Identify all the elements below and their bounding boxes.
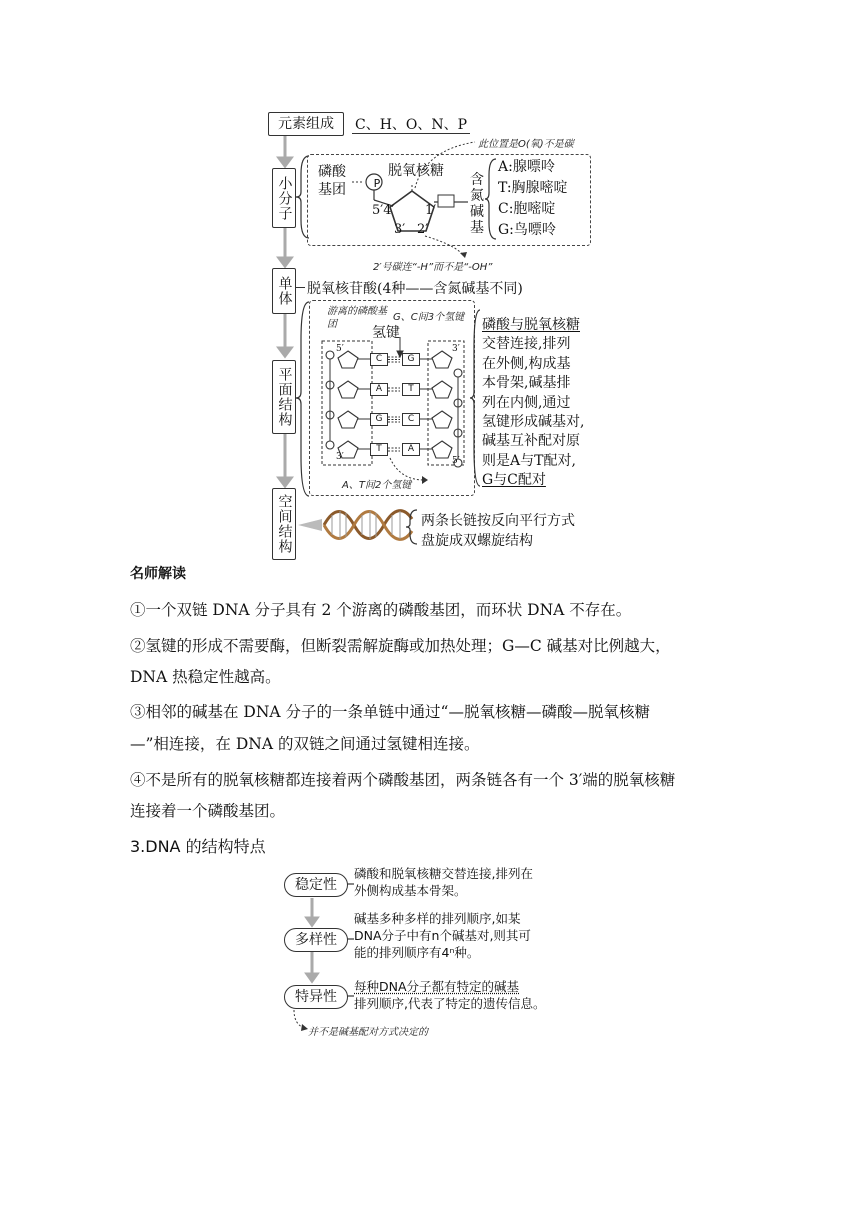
note-2-carbon: 2′号碳连“-H”而不是“-OH” bbox=[373, 262, 493, 273]
element-underline bbox=[352, 133, 470, 134]
base-a: A:腺嘌呤 bbox=[498, 159, 555, 175]
planar-line-1: 磷酸与脱氧核糖 bbox=[482, 317, 580, 333]
right-base-3: C bbox=[402, 413, 420, 426]
double-strand-drawing bbox=[318, 335, 468, 470]
diversity-line-3: 能的排列顺序有4ⁿ种。 bbox=[354, 945, 480, 960]
planar-line-2: 交替连接,排列 bbox=[482, 336, 571, 353]
note-gc-bonds: G、C间3个氢键 bbox=[393, 312, 465, 323]
double-helix-image bbox=[296, 505, 416, 545]
note-specificity: 并不是碱基配对方式决定的 bbox=[308, 1027, 428, 1038]
hydrogen-bond-label: 氢键 bbox=[372, 325, 400, 341]
feature-stability-label: 稳定性 bbox=[284, 873, 348, 897]
paragraph-2b: DNA 热稳定性越高。 bbox=[130, 668, 281, 686]
left-base-1: C bbox=[370, 353, 388, 366]
planar-line-9: G与C配对 bbox=[482, 472, 546, 489]
planar-line-5: 列在内侧,通过 bbox=[482, 394, 571, 411]
section-heading: 名师解读 bbox=[130, 566, 186, 582]
brace-spatial bbox=[405, 508, 419, 546]
brace-planar-text bbox=[470, 308, 482, 488]
spatial-description bbox=[421, 511, 575, 551]
feature-stability-text bbox=[354, 865, 533, 899]
base-c: C:胞嘧啶 bbox=[498, 201, 556, 217]
base-t: T:胸腺嘧啶 bbox=[498, 180, 568, 196]
end-5-bottom: 5′ bbox=[452, 456, 460, 466]
spatial-line-1: 两条长链按反向平行方式 bbox=[421, 513, 575, 529]
diversity-line-1: 碱基多种多样的排列顺序,如某 bbox=[354, 911, 521, 926]
spatial-line-2: 盘旋成双螺旋结构 bbox=[421, 533, 533, 549]
phosphate-symbol: P bbox=[373, 177, 381, 190]
element-composition-value: C、H、O、N、P bbox=[355, 117, 468, 133]
specificity-line-2: 排列顺序,代表了特定的遗传信息。 bbox=[354, 996, 546, 1011]
planar-description bbox=[482, 316, 592, 491]
stability-line-1: 磷酸和脱氧核糖交替连接,排列在 bbox=[354, 866, 533, 881]
planar-line-6: 氢键形成碱基对, bbox=[482, 414, 585, 431]
feature-specificity-text bbox=[354, 978, 545, 1012]
note-oxygen-position: 此位置是O(氧)不是碳 bbox=[478, 139, 574, 150]
carbon-1-label: 1′ bbox=[425, 203, 437, 218]
end-3-top: 3′ bbox=[452, 344, 460, 354]
paragraph-2a: ②氢键的形成不需要酶，但断裂需解旋酶或加热处理；G—C 碱基对比例越大， bbox=[130, 637, 671, 655]
element-composition-label: 元素组成 bbox=[268, 112, 344, 136]
monomer-label: 单体 bbox=[272, 268, 296, 314]
right-base-2: T bbox=[402, 383, 420, 396]
feature-specificity-label: 特异性 bbox=[284, 985, 348, 1009]
right-base-4: A bbox=[402, 443, 420, 456]
right-base-1: G bbox=[402, 353, 420, 366]
spatial-structure-label: 空间结构 bbox=[272, 488, 296, 560]
carbon-5-4-label: 5′4′ bbox=[372, 203, 395, 218]
annotation-arrow-specificity bbox=[290, 1008, 310, 1034]
annotation-arrows-nucleotide bbox=[405, 140, 495, 260]
feature-diversity-text bbox=[354, 910, 531, 961]
paragraph-1: ①一个双链 DNA 分子具有 2 个游离的磷酸基团，而环状 DNA 不存在。 bbox=[130, 601, 632, 619]
specificity-line-1: 每种DNA分子都有特定的碱基 bbox=[354, 979, 520, 994]
note-at-bonds: A、T间2个氢键 bbox=[342, 480, 412, 491]
end-3-bottom: 3′ bbox=[336, 452, 344, 462]
paragraph-4a: ④不是所有的脱氧核糖都连接着两个磷酸基团，两条链各有一个 3′端的脱氧核糖 bbox=[130, 771, 676, 789]
phosphate-label: 磷酸基团 bbox=[318, 164, 346, 198]
left-base-3: G bbox=[370, 413, 388, 426]
section-title: 3.DNA 的结构特点 bbox=[130, 837, 266, 856]
base-g: G:鸟嘌呤 bbox=[498, 222, 556, 238]
planar-structure-label: 平面结构 bbox=[272, 360, 296, 434]
small-molecule-label: 小分子 bbox=[272, 168, 296, 228]
carbon-3-label: 3′ bbox=[394, 222, 406, 237]
monomer-value: 脱氧核苷酸(4种——含氮碱基不同) bbox=[307, 281, 523, 297]
planar-line-7: 碱基互补配对原 bbox=[482, 433, 580, 450]
paragraph-3a: ③相邻的碱基在 DNA 分子的一条单链中通过“—脱氧核糖—磷酸—脱氧核糖 bbox=[130, 703, 650, 721]
deoxyribose-label: 脱氧核糖 bbox=[388, 163, 444, 179]
nitrogen-base-label: 含氮碱基 bbox=[470, 172, 484, 236]
monomer-connector bbox=[295, 287, 305, 288]
feature-diversity-label: 多样性 bbox=[284, 928, 348, 952]
left-base-4: T bbox=[370, 443, 388, 456]
planar-line-4: 本骨架,碱基排 bbox=[482, 375, 571, 392]
end-5-top: 5′ bbox=[336, 344, 344, 354]
base-list bbox=[498, 157, 568, 241]
left-base-2: A bbox=[370, 383, 388, 396]
stability-line-2: 外侧构成基本骨架。 bbox=[354, 883, 467, 898]
paragraph-4b: 连接着一个磷酸基团。 bbox=[130, 802, 286, 820]
note-free-phosphate: 游离的磷酸基团 bbox=[327, 306, 387, 330]
planar-line-3: 在外侧,构成基 bbox=[482, 355, 571, 372]
diversity-line-2: DNA分子中有n个碱基对,则其可 bbox=[354, 928, 531, 943]
planar-line-8: 则是A与T配对, bbox=[482, 452, 576, 469]
carbon-2-label: 2′ bbox=[417, 222, 429, 237]
paragraph-3b: —”相连接，在 DNA 的双链之间通过氢键相连接。 bbox=[130, 735, 480, 753]
